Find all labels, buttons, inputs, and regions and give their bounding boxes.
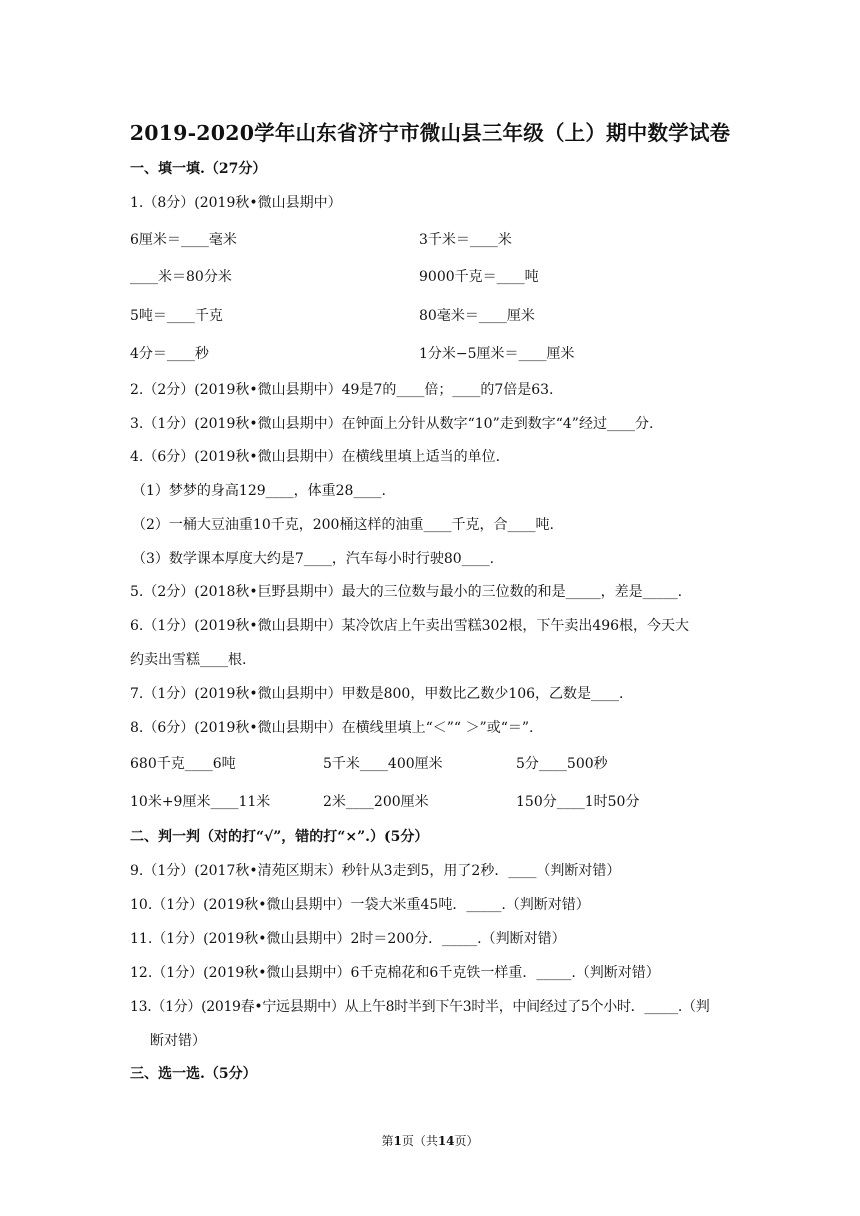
q1-item: ____米＝80分米 xyxy=(130,269,232,285)
question-2: 2.（2分）(2019秋•微山县期中）49是7的____倍；____的7倍是63. xyxy=(130,382,554,398)
question-11: 11.（1分）(2019秋•微山县期中）2时＝200分．_____.（判断对错） xyxy=(130,931,566,947)
section-1-heading: 一、填一填.（27分） xyxy=(130,161,267,177)
question-3: 3.（1分）(2019秋•微山县期中）在钟面上分针从数字“10”走到数字“4”经过____分. xyxy=(130,416,654,432)
q8-item: 5分____500秒 xyxy=(516,756,608,772)
footer-page-number: 1 xyxy=(393,1134,402,1148)
question-5: 5.（2分）(2018秋•巨野县期中）最大的三位数与最小的三位数的和是_____，差是_____. xyxy=(130,584,683,600)
section-2-heading: 二、判一判（对的打“√”，错的打“×”.）(5分） xyxy=(130,829,429,845)
q1-item: 4分＝____秒 xyxy=(130,346,209,362)
question-12: 12.（1分）(2019秋•微山县期中）6千克棉花和6千克铁一样重．_____.（判断对错） xyxy=(130,965,660,981)
question-10: 10.（1分）(2019秋•微山县期中）一袋大米重45吨．_____.（判断对错） xyxy=(130,897,590,913)
q4-subquestion: （3）数学课本厚度大约是7____，汽车每小时行驶80____. xyxy=(132,551,495,567)
question-1-stem: 1.（8分）(2019秋•微山县期中） xyxy=(130,195,342,211)
q8-item: 2米____200厘米 xyxy=(323,794,429,810)
q1-item: 6厘米＝____毫米 xyxy=(130,232,237,248)
q1-item: 5吨＝____千克 xyxy=(130,308,223,324)
exam-title: 2019-2020学年山东省济宁市微山县三年级（上）期中数学试卷 xyxy=(129,121,731,145)
footer-mid: 页（共 xyxy=(401,1134,438,1148)
question-13-line2: 断对错） xyxy=(150,1033,206,1049)
q8-item: 10米+9厘米____11米 xyxy=(130,794,271,810)
q4-subquestion: （1）梦梦的身高129____，体重28____. xyxy=(132,483,386,499)
footer-suffix: 页） xyxy=(454,1134,479,1148)
question-7: 7.（1分）(2019秋•微山县期中）甲数是800，甲数比乙数少106，乙数是____. xyxy=(130,686,624,702)
q8-item: 150分____1时50分 xyxy=(516,794,640,810)
q8-item: 680千克____6吨 xyxy=(130,756,236,772)
question-4-stem: 4.（6分）(2019秋•微山县期中）在横线里填上适当的单位. xyxy=(130,449,501,465)
question-6-line2: 约卖出雪糕____根. xyxy=(130,652,247,668)
question-6-line1: 6.（1分）(2019秋•微山县期中）某冷饮店上午卖出雪糕302根，下午卖出496根，今天大 xyxy=(130,618,690,634)
footer-prefix: 第 xyxy=(381,1134,394,1148)
q1-item: 80毫米＝____厘米 xyxy=(419,308,535,324)
q1-item: 1分米−5厘米＝____厘米 xyxy=(419,346,575,362)
q1-item: 9000千克＝____吨 xyxy=(419,269,539,285)
question-9: 9.（1分）(2017秋•清苑区期末）秒针从3走到5，用了2秒．____（判断对错） xyxy=(130,863,621,879)
footer-total-pages: 14 xyxy=(437,1134,455,1148)
q4-subquestion: （2）一桶大豆油重10千克，200桶这样的油重____千克，合____吨. xyxy=(132,517,554,533)
question-13-line1: 13.（1分）(2019春•宁远县期中）从上午8时半到下午3时半，中间经过了5个小时．_____.（判 xyxy=(130,999,710,1015)
section-3-heading: 三、选一选.（5分） xyxy=(130,1066,257,1082)
page-footer xyxy=(0,1132,860,1149)
q1-item: 3千米＝____米 xyxy=(419,232,512,248)
question-8-stem: 8.（6分）(2019秋•微山县期中）在横线里填上“＜”“ ＞”或“＝”. xyxy=(130,720,534,736)
q8-item: 5千米____400厘米 xyxy=(323,756,443,772)
